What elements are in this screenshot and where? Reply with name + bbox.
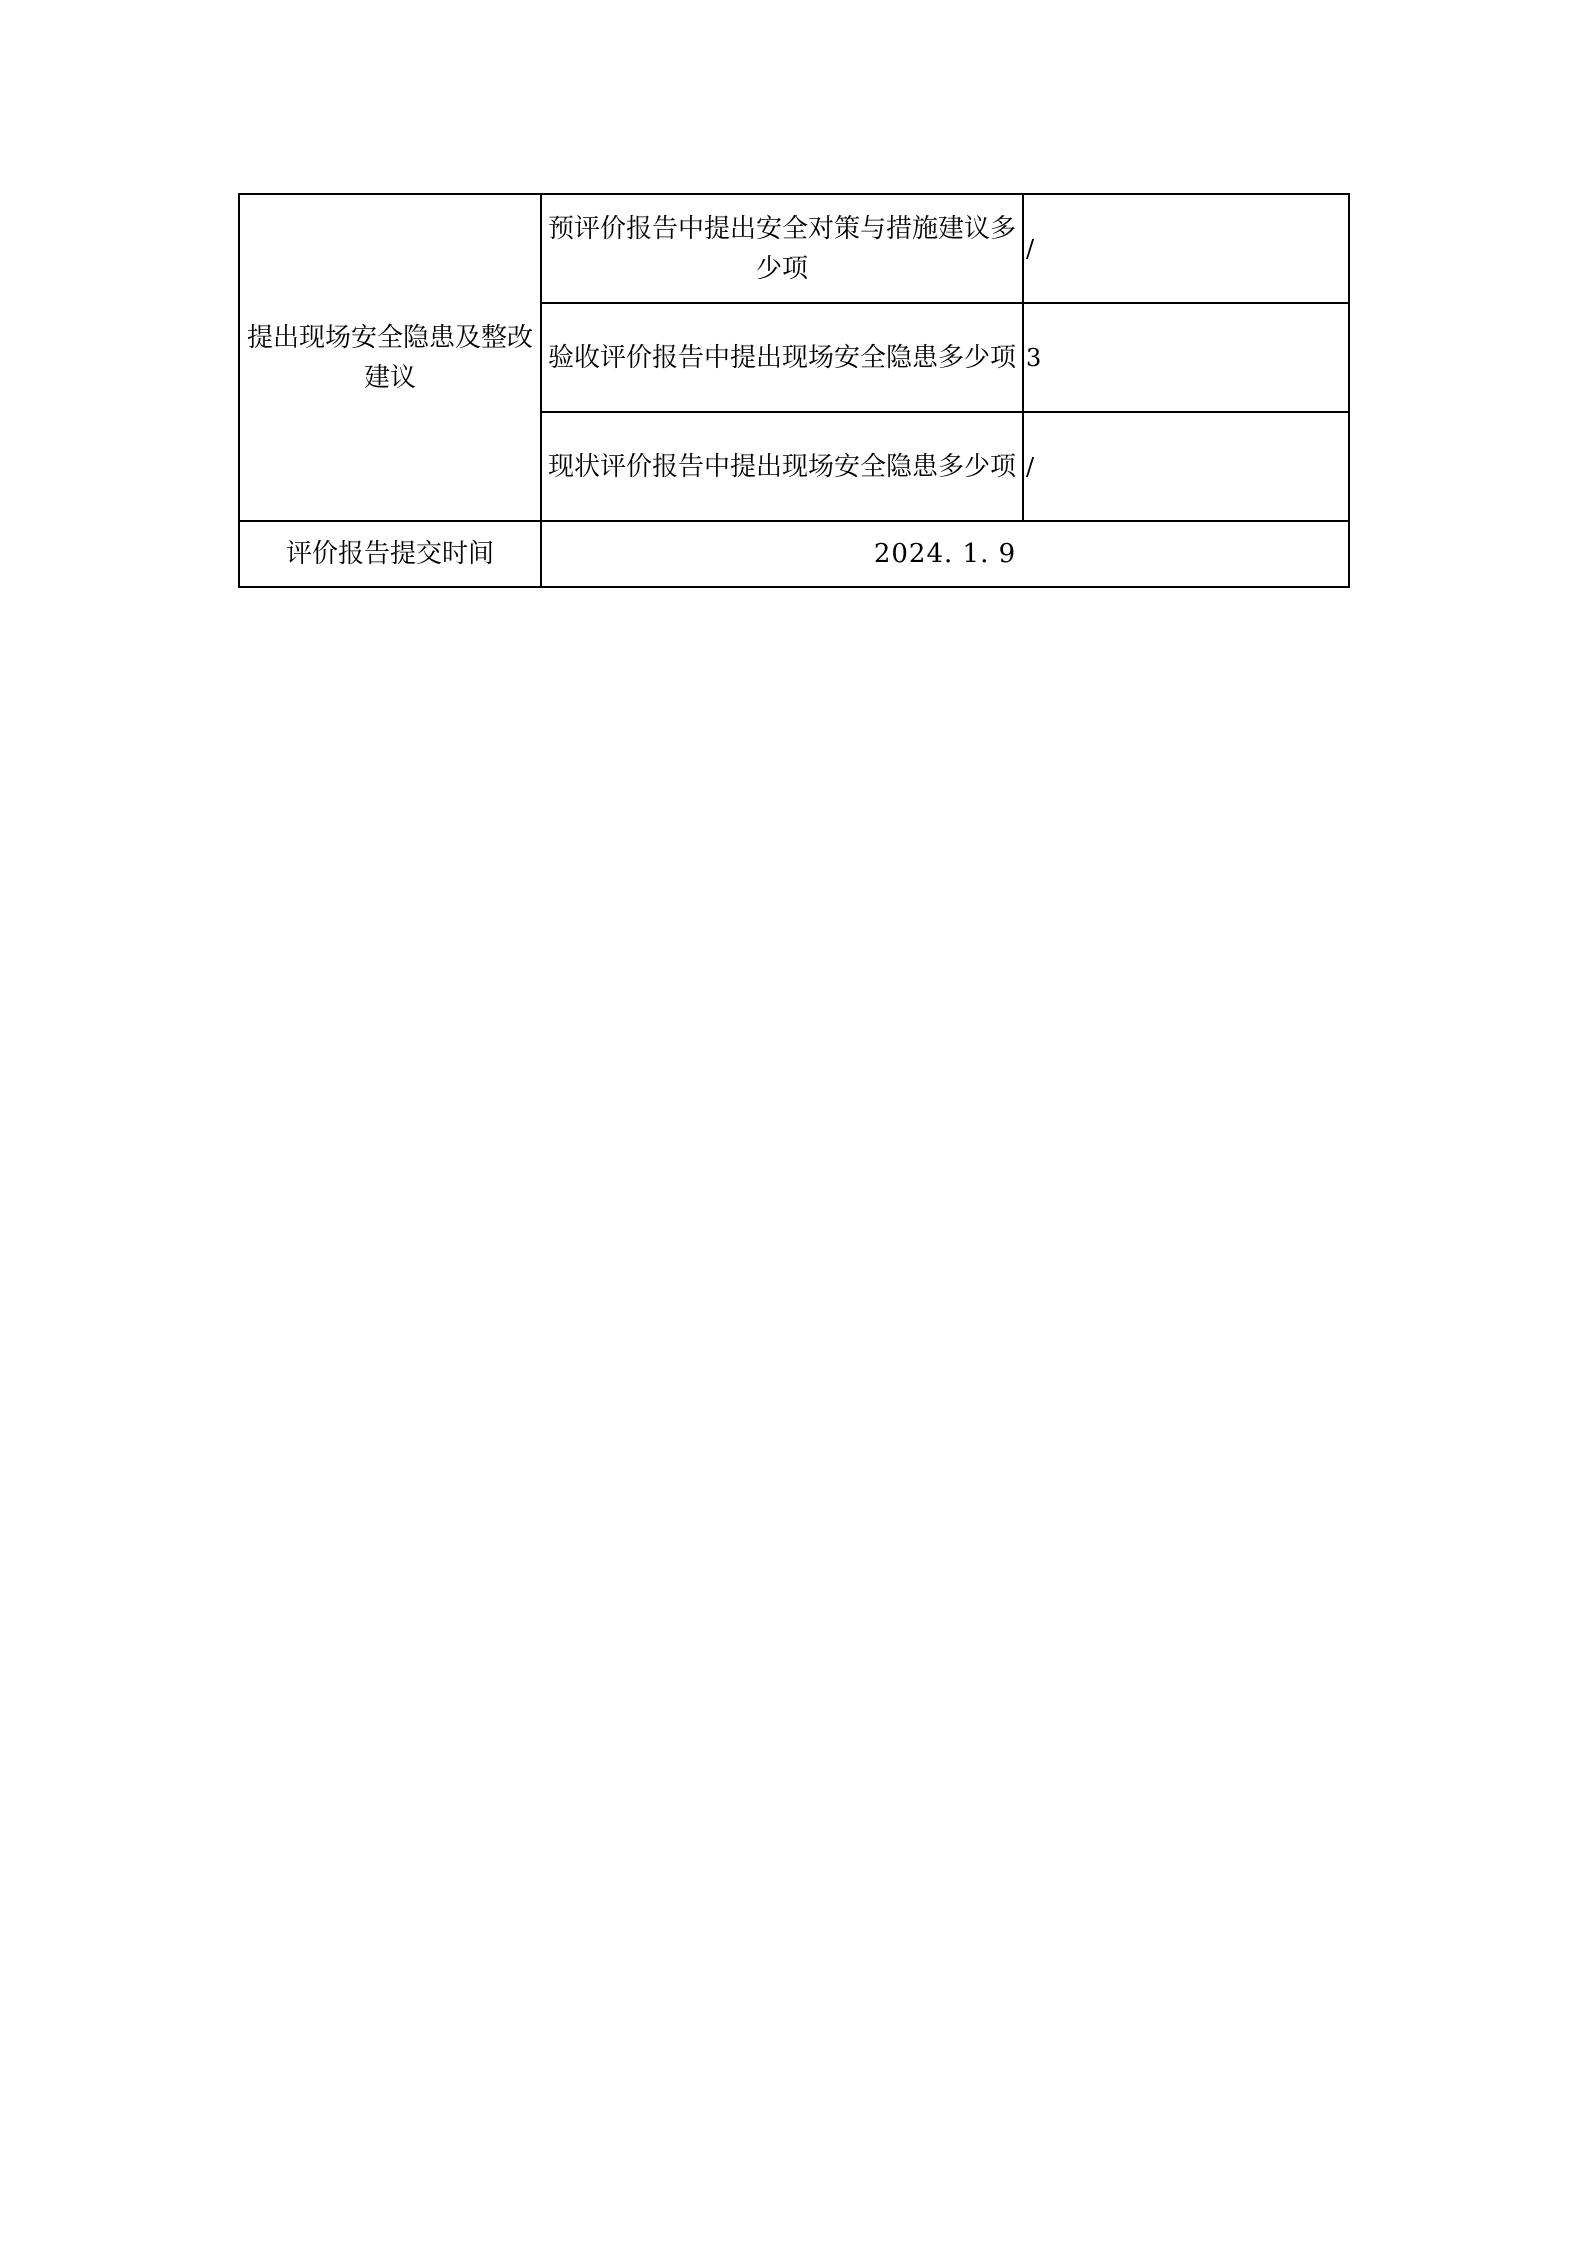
answer-value: / <box>1026 234 1035 263</box>
answer-value: 3 <box>1026 343 1042 372</box>
submit-time-label: 评价报告提交时间 <box>239 521 541 587</box>
answer-value: / <box>1026 452 1035 481</box>
answer-cell-acceptance <box>1023 303 1349 412</box>
category-cell: 提出现场安全隐患及整改建议 <box>239 194 541 521</box>
question-cell-acceptance: 验收评价报告中提出现场安全隐患多少项 <box>541 303 1023 412</box>
question-cell-current-status: 现状评价报告中提出现场安全隐患多少项 <box>541 412 1023 521</box>
answer-cell-current-status <box>1023 412 1349 521</box>
submit-time-value: 2024. 1. 9 <box>541 521 1349 587</box>
table-row <box>239 194 1349 303</box>
answer-cell-pre-evaluation <box>1023 194 1349 303</box>
table-row <box>239 521 1349 587</box>
question-cell-pre-evaluation: 预评价报告中提出安全对策与措施建议多少项 <box>541 194 1023 303</box>
report-table <box>238 193 1350 588</box>
